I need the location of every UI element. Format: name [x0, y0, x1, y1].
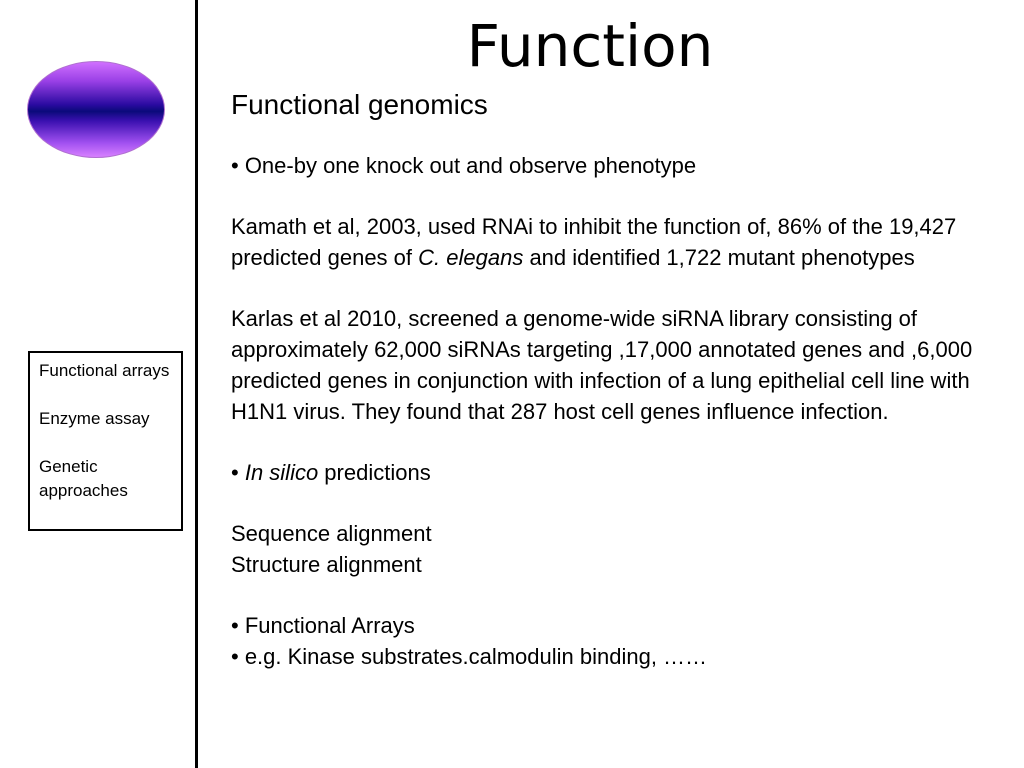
- structure-alignment: Structure alignment: [231, 552, 422, 578]
- decorative-orb: [27, 61, 165, 158]
- bullet-kinase: • e.g. Kinase substrates.calmodulin binding, ……: [231, 644, 708, 670]
- side-box: [28, 351, 183, 531]
- bullet-mark: •: [231, 459, 245, 485]
- side-box-item: Genetic approaches: [39, 457, 128, 500]
- slide-content: [231, 86, 1011, 673]
- kamath-text-end: and identified 1,722 mutant phenotypes: [523, 245, 915, 271]
- sequence-alignment: Sequence alignment: [231, 521, 432, 547]
- slide-subtitle: Functional genomics: [231, 89, 488, 120]
- species-name: C. elegans: [418, 245, 524, 271]
- karlas-paragraph: Karlas et al 2010, screened a genome-wide siRNA library consisting of approximately 62,000 siRNAs targeting ,17,000 annotated genes and ,6,000 predicted genes in conjunction with infection of a lung epithelial cell line with H1N1 virus. They found that 287 host cell genes influence infection.: [231, 306, 973, 424]
- vertical-divider: [195, 0, 198, 768]
- bullet-functional-arrays: • Functional Arrays: [231, 613, 415, 639]
- kamath-text: Kamath et al, 2003, used RNAi to inhibit the function of, 86% of the 19,427 predicted genes of: [231, 214, 957, 271]
- insilico-term: In silico: [244, 459, 319, 485]
- kamath-paragraph: [231, 212, 1011, 273]
- bullet-insilico: [231, 458, 1011, 489]
- bullet-knockout: • One-by one knock out and observe phenotype: [231, 153, 697, 178]
- side-box-item: Enzyme assay: [39, 409, 150, 428]
- slide-title: Function: [466, 12, 714, 80]
- insilico-rest: predictions: [318, 459, 431, 485]
- side-box-item: Functional arrays: [39, 361, 170, 380]
